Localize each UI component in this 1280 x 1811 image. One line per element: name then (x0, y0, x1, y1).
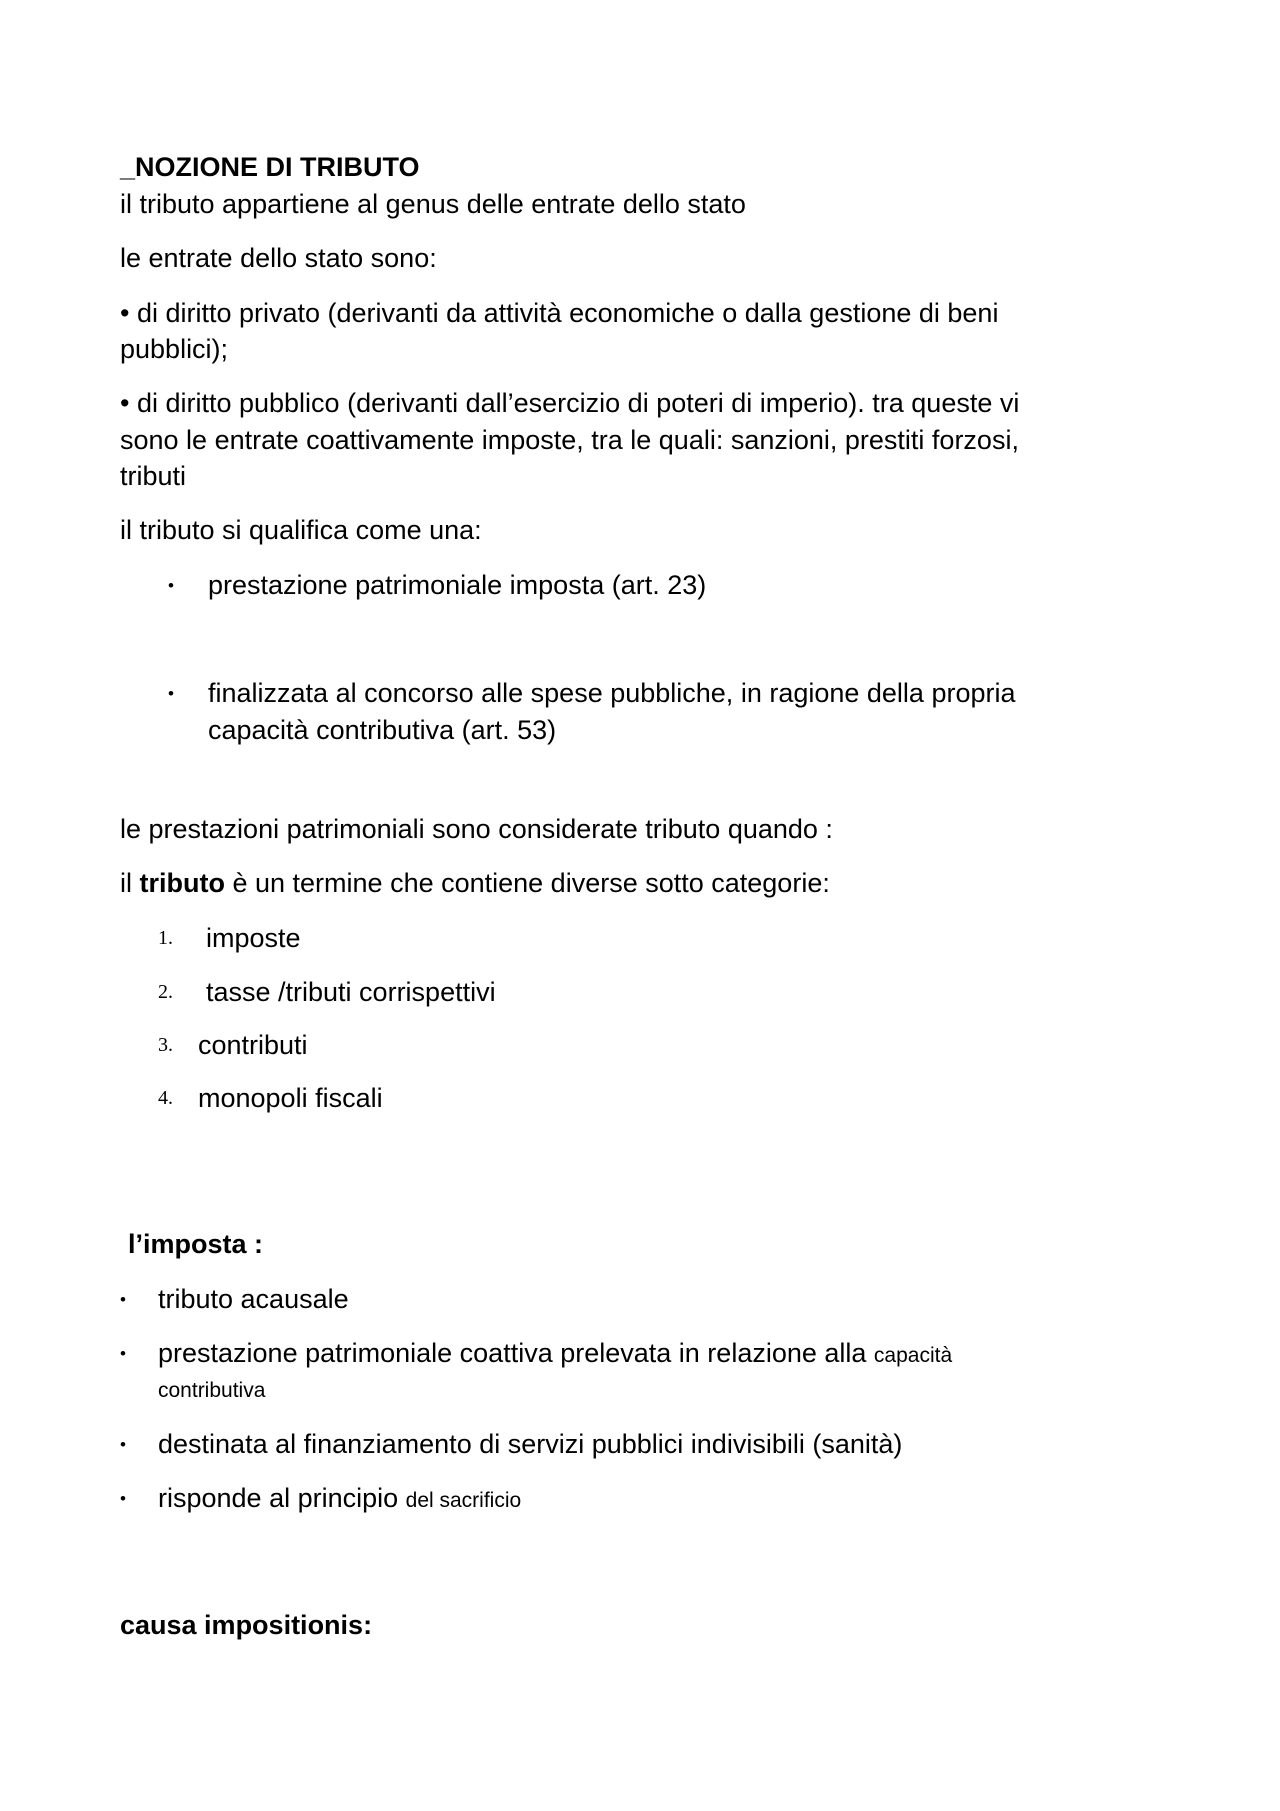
bullet-icon: • (120, 1344, 126, 1363)
bullet-icon: • (120, 1435, 126, 1454)
imposta-item-main: risponde al principio (158, 1483, 406, 1513)
categoria-item: contributi (198, 1030, 308, 1060)
list-number: 2. (158, 981, 173, 1003)
imposta-item-small: del sacrificio (405, 1489, 522, 1512)
bullet-icon: • (168, 684, 174, 703)
entrata-item-line: • di diritto pubblico (derivanti dall’esercizio di poteri di imperio). tra queste vi (120, 388, 1020, 418)
intro-text: le entrate dello stato sono: (120, 243, 437, 273)
causa-heading: causa impositionis: (120, 1610, 373, 1640)
qualifica-item: prestazione patrimoniale imposta (art. 23) (208, 570, 707, 600)
imposta-item (158, 1480, 521, 1519)
categorie-intro-pre: il (120, 868, 140, 898)
prestazioni-text: le prestazioni patrimoniali sono considerate tributo quando : (120, 814, 833, 844)
entrata-item-line: • di diritto privato (derivanti da attività economiche o dalla gestione di beni (120, 298, 999, 328)
categoria-item: tasse /tributi corrispettivi (206, 977, 496, 1007)
bullet-icon: • (168, 576, 174, 595)
imposta-item: tributo acausale (158, 1284, 349, 1314)
bullet-icon: • (120, 1290, 126, 1309)
imposta-heading: l’imposta : (128, 1229, 264, 1259)
entrata-item-line: sono le entrate coattivamente imposte, tra le quali: sanzioni, prestiti forzosi, (120, 425, 1019, 455)
entrata-item-line: tributi (120, 461, 187, 491)
qualifica-item: finalizzata al concorso alle spese pubbliche, in ragione della propria (208, 678, 1016, 708)
categorie-intro (120, 865, 830, 902)
imposta-item-main: prestazione patrimoniale coattiva prelevata in relazione alla (158, 1338, 874, 1368)
imposta-item (158, 1335, 952, 1374)
list-number: 1. (158, 927, 173, 949)
categorie-intro-bold: tributo (139, 868, 225, 898)
categoria-item: imposte (206, 923, 301, 953)
imposta-item-continuation: contributiva (158, 1379, 266, 1402)
list-number: 3. (158, 1034, 173, 1056)
list-number: 4. (158, 1087, 173, 1109)
imposta-item: destinata al finanziamento di servizi pubblici indivisibili (sanità) (158, 1429, 903, 1459)
page-title: _NOZIONE DI TRIBUTO (120, 152, 420, 182)
qualifica-intro: il tributo si qualifica come una: (120, 515, 482, 545)
qualifica-item: capacità contributiva (art. 53) (208, 715, 557, 745)
intro-text: il tributo appartiene al genus delle entrate dello stato (120, 189, 746, 219)
categoria-item: monopoli fiscali (198, 1083, 383, 1113)
imposta-item-small: capacità (873, 1344, 953, 1367)
categorie-intro-post: è un termine che contiene diverse sotto categorie: (224, 868, 830, 898)
bullet-icon: • (120, 1489, 126, 1508)
entrata-item-line: pubblici); (120, 334, 229, 364)
